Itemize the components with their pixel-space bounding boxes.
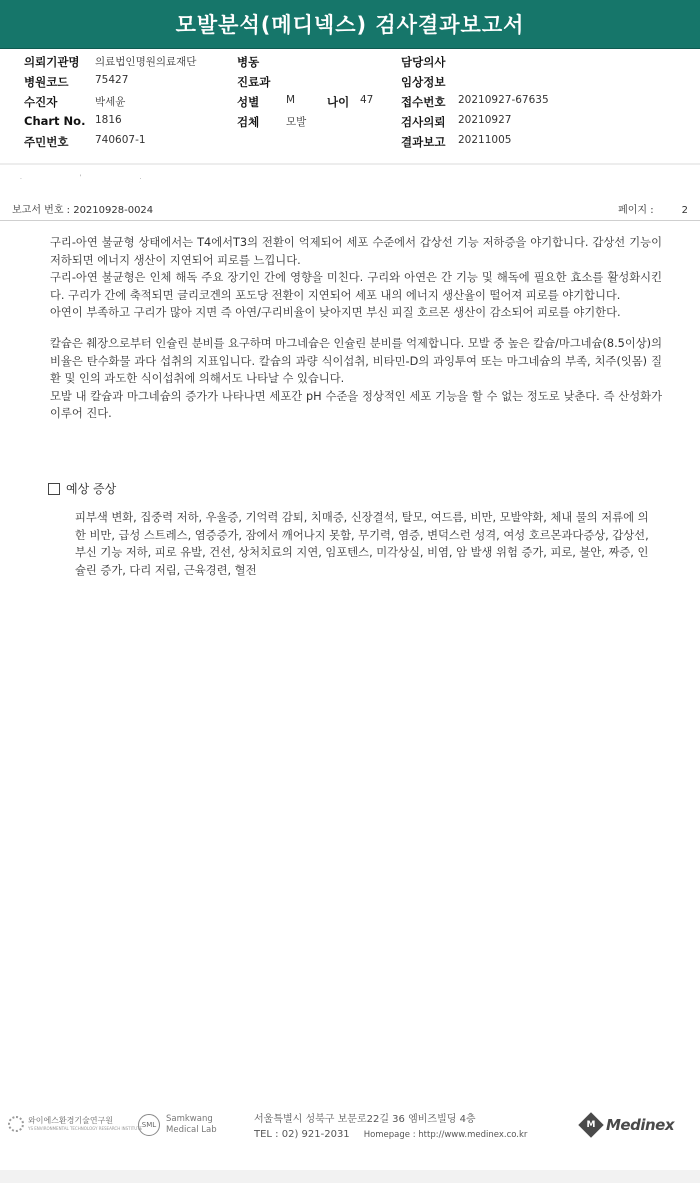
checkbox-icon bbox=[48, 483, 60, 495]
resident-no-value: 740607-1 bbox=[95, 134, 146, 146]
paragraph: 구리-아연 불균형 상태에서는 T4에서T3의 전환이 억제되어 세포 수준에서 갑상선 기능 저하증을 야기합니다. 갑상선 기능이 저하되면 에너지 생산이 지연되어 피로를 느낍니다. bbox=[50, 236, 662, 267]
patient-label: 수진자 bbox=[24, 95, 58, 109]
dotted-circle-icon bbox=[8, 1116, 24, 1132]
paragraph: 모발 내 칼슘과 마그네슘의 증가가 나타나면 세포간 pH 수준을 정상적인 세포 기능을 할 수 없는 정도로 낮춘다. 즉 산성화가 이루어 진다. bbox=[50, 389, 662, 421]
info-row-1 bbox=[0, 54, 700, 72]
hospital-code-value: 75427 bbox=[95, 74, 129, 86]
chart-no-label: Chart No. bbox=[24, 114, 86, 128]
page-indicator bbox=[618, 201, 688, 216]
doctor-label: 담당의사 bbox=[401, 55, 446, 69]
patient-info-section bbox=[0, 54, 700, 154]
org1-subtitle: YS ENVIRONMENTAL TECHNOLOGY RESEARCH INSTITUTE bbox=[28, 1126, 143, 1131]
paragraph: 칼슘은 췌장으로부터 인슐린 분비를 요구하며 마그네슘은 인슐린 분비를 억제합니다. 모발 중 높은 칼슘/마그네슘(8.5이상)의 비율은 탄수화물 과다 섭취의 지표입니다. 칼슘의 과량 식이섭취, 비타민-D의 과잉투여 또는 마그네슘의 부족, 치주(잇몸) 질환 및 인의 과도한 식이섭취에 의해서도 나타날 수 있습니다. bbox=[50, 336, 663, 386]
homepage: Homepage : http://www.medinex.co.kr bbox=[363, 1130, 528, 1140]
department-label: 진료과 bbox=[237, 75, 271, 89]
scan-marks: . ' . bbox=[20, 174, 170, 181]
medinex-logo bbox=[582, 1116, 674, 1134]
report-divider bbox=[0, 220, 700, 221]
institution-value: 의료법인명원의료재단 bbox=[95, 56, 197, 68]
ys-institute-logo bbox=[8, 1116, 142, 1132]
sex-value: M bbox=[286, 94, 296, 106]
receipt-no-label: 접수번호 bbox=[401, 95, 446, 109]
age-label: 나이 bbox=[327, 95, 350, 109]
medinex-mark: M bbox=[586, 1120, 596, 1130]
resident-no-label: 주민번호 bbox=[24, 135, 69, 149]
page-label: 페이지 : bbox=[618, 205, 654, 216]
specimen-label: 검체 bbox=[237, 115, 260, 129]
paragraph: 구리-아연 불균형은 인체 해독 주요 장기인 간에 영향을 미친다. 구리와 아연은 간 기능 및 해독에 필요한 효소를 활성화시킨다. 구리가 간에 축적되면 글리코겐의 포도당 전환이 지연되어 세포 내의 에너지 생산율이 떨어져 피로를 야기합니다. bbox=[50, 271, 662, 302]
report-date-value: 20211005 bbox=[458, 134, 512, 146]
telephone: TEL : 02) 921-2031 bbox=[254, 1129, 350, 1140]
footer bbox=[0, 1108, 700, 1158]
info-row-4 bbox=[0, 114, 700, 132]
report-date-label: 결과보고 bbox=[401, 135, 446, 149]
symptoms-list: 피부색 변화, 집중력 저하, 우울증, 기억력 감퇴, 치매증, 신장결석, 탈모, 여드름, 비만, 모발약화, 체내 물의 저류에 의한 비만, 급성 스트레스, 염증증가, 잠에서 깨어나지 못함, 무기력, 염증, 변덕스런 성격, 여성 호르몬과다증상, 갑상선, 부신 기능 저하, 피로 유발, 건선, 상처치료의 지연, 임포텐스, 미각상실, 비염, 암 발생 위험 증가, 피로, 불안, 짜증, 인슐린 증가, 다리 저림, 근육경련, 혈전 bbox=[75, 511, 649, 577]
medinex-wordmark: Medinex bbox=[606, 1116, 675, 1134]
sml-logo-icon: SML bbox=[138, 1114, 160, 1136]
hospital-code-label: 병원코드 bbox=[24, 75, 69, 89]
clinical-info-label: 임상정보 bbox=[401, 75, 446, 89]
header-divider bbox=[0, 163, 700, 165]
specimen-value: 모발 bbox=[286, 116, 307, 128]
info-row-3 bbox=[0, 94, 700, 112]
org1-name: 와이에스환경기술연구원 bbox=[28, 1116, 114, 1125]
footer-contact bbox=[254, 1112, 527, 1143]
org2-line2: Medical Lab bbox=[166, 1125, 217, 1135]
sex-label: 성별 bbox=[237, 95, 260, 109]
symptoms-heading bbox=[48, 480, 116, 497]
samkwang-logo bbox=[138, 1114, 217, 1136]
request-date-value: 20210927 bbox=[458, 114, 512, 126]
receipt-no-value: 20210927-67635 bbox=[458, 94, 549, 106]
org2-line1: Samkwang bbox=[166, 1114, 213, 1124]
report-number: 보고서 번호 : 20210928-0024 bbox=[12, 205, 154, 216]
patient-value: 박세윤 bbox=[95, 96, 126, 108]
medinex-diamond-icon bbox=[578, 1112, 603, 1137]
page-number: 2 bbox=[681, 205, 688, 216]
address: 서울특별시 성북구 보문로22길 36 엠비즈빌딩 4층 bbox=[254, 1114, 476, 1125]
info-row-2 bbox=[0, 74, 700, 92]
analysis-text bbox=[50, 234, 662, 423]
age-value: 47 bbox=[360, 94, 374, 106]
report-title: 모발분석(메디넥스) 검사결과보고서 bbox=[0, 0, 700, 49]
info-row-5 bbox=[0, 134, 700, 152]
symptoms-heading-label: 예상 증상 bbox=[66, 482, 117, 496]
ward-label: 병동 bbox=[237, 55, 260, 69]
report-number-line bbox=[12, 201, 688, 216]
bottom-strip bbox=[0, 1170, 700, 1183]
institution-label: 의뢰기관명 bbox=[24, 55, 80, 69]
request-date-label: 검사의뢰 bbox=[401, 115, 446, 129]
chart-no-value: 1816 bbox=[95, 114, 122, 126]
paragraph: 아연이 부족하고 구리가 많아 지면 즉 아연/구리비율이 낮아지면 부신 피질 호르몬 생산이 감소되어 피로를 야기한다. bbox=[50, 306, 621, 320]
